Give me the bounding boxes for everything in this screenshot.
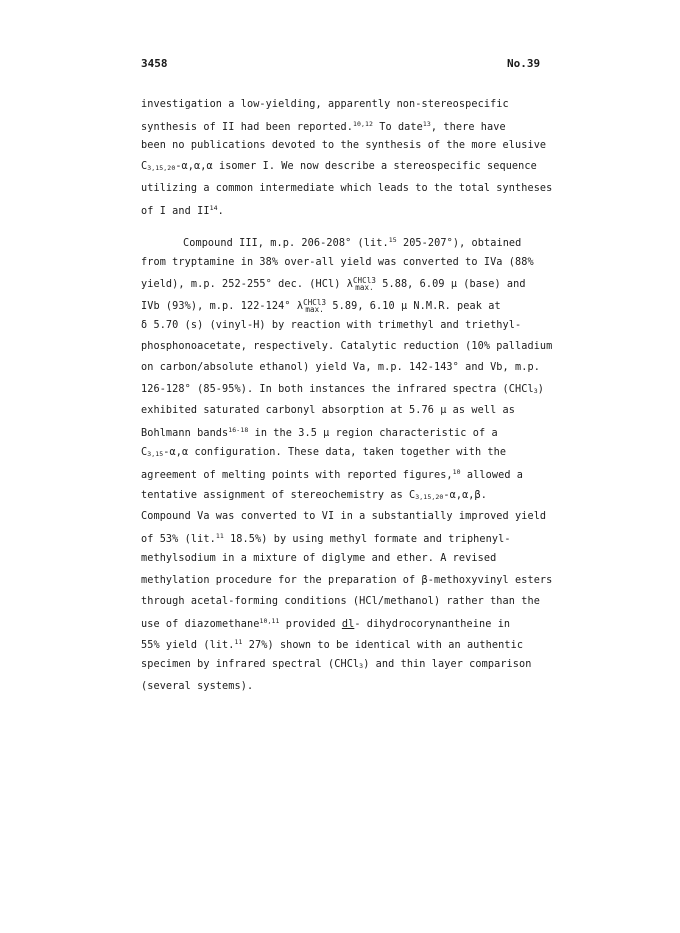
- citation-superscript: 15: [388, 236, 397, 244]
- citation-superscript: 16-18: [228, 426, 249, 434]
- text-line: use of diazomethane$^{10,11}$ provided dl- dihydrocorynantheine in: [141, 617, 511, 630]
- citation-superscript: 14: [209, 204, 218, 212]
- text-line: utilizing a common intermediate which leads to the total syntheses: [141, 183, 553, 194]
- subscript: 3: [359, 662, 364, 670]
- text-line: from tryptamine in 38% over-all yield was converted to IVa (88%: [141, 257, 534, 268]
- citation-superscript: 13: [422, 120, 431, 128]
- citation-superscript: 11: [215, 532, 224, 540]
- text-line: on carbon/absolute ethanol) yield Va, m.p. 142-143° and Vb, m.p.: [141, 362, 540, 373]
- text-line: methylsodium in a mixture of diglyme and ether. A revised: [141, 553, 497, 564]
- text-line: through acetal-forming conditions (HCl/methanol) rather than the: [141, 596, 540, 607]
- text-line: exhibited saturated carbonyl absorption at 5.76 μ as well as: [141, 405, 516, 416]
- text-line: investigation a low-yielding, apparently non-stereospecific: [141, 99, 509, 110]
- text-line: phosphonoacetate, respectively. Catalytic reduction (10% palladium: [141, 341, 553, 352]
- text-line: methylation procedure for the preparation of β-methoxyvinyl esters: [141, 575, 553, 586]
- subscript: 3,15,20: [147, 164, 176, 172]
- text-line: Bohlmann bands$^{16-18}$ in the 3.5 μ region characteristic of a: [141, 426, 498, 439]
- page-number: 3458: [141, 57, 168, 70]
- text-line: (several systems).: [141, 681, 254, 692]
- text-line: of 53% (lit.$^{11}$ 18.5%) by using methyl formate and triphenyl-: [141, 532, 511, 545]
- text-line: $C_{3,15}-\alpha,\alpha$ configuration. These data, taken together with the: [141, 447, 507, 458]
- subscript: 3: [533, 387, 538, 395]
- citation-superscript: 10,12: [352, 120, 374, 128]
- text-line: 126-128° (85-95%). In both instances the infrared spectra (CHCl$_3$): [141, 384, 544, 395]
- text-line: been no publications devoted to the synthesis of the more elusive: [141, 140, 547, 151]
- text-line: IVb (93%), m.p. 122-124° λ CHCl3 max. 5.89, 6.10 μ N.M.R. peak at: [141, 298, 501, 314]
- underlined-prefix: dl: [341, 619, 355, 630]
- text-line: 55% yield (lit.$^{11}$ 27%) shown to be identical with an authentic: [141, 638, 524, 651]
- citation-superscript: 10,11: [259, 617, 280, 625]
- text-line: agreement of melting points with reported figures,$^{10}$ allowed a: [141, 468, 524, 481]
- lambda-max-label: [353, 277, 376, 291]
- citation-superscript: 11: [234, 638, 243, 646]
- text-line: Compound III, m.p. 206-208° (lit.$^{15}$ 205-207°), obtained: [183, 236, 522, 249]
- text-line: synthesis of II had been reported.$^{10,12}$ To date$^{13}$, there have: [141, 120, 506, 133]
- lambda-max: max.: [355, 283, 374, 292]
- text-line: of I and II$^{14}$.: [141, 204, 224, 217]
- text-line: $C_{3,15,20}-\alpha,\alpha,\alpha$ isomer I. We now describe a stereospecific sequence: [141, 161, 537, 172]
- text-line: specimen by infrared spectral (CHCl$_3$) and thin layer comparison: [141, 659, 532, 670]
- lambda-solvent: CHCl3: [303, 298, 327, 307]
- journal-number: No.39: [507, 57, 541, 70]
- lambda-max: max.: [305, 305, 324, 314]
- text-line: δ 5.70 (s) (vinyl-H) by reaction with trimethyl and triethyl-: [141, 320, 522, 331]
- lambda-solvent: CHCl3: [352, 276, 377, 285]
- text-line: tentative assignment of stereochemistry as $C_{3,15,20}-\alpha,\alpha,\beta$.: [141, 490, 488, 501]
- citation-superscript: 10: [452, 468, 461, 476]
- lambda-max-label: [303, 299, 326, 313]
- text-line: yield), m.p. 252-255° dec. (HCl) λ CHCl3 max. 5.88, 6.09 μ (base) and: [141, 276, 526, 292]
- text-line: Compound Va was converted to VI in a substantially improved yield: [141, 511, 547, 522]
- subscript: 3,15,20: [415, 493, 444, 501]
- subscript: 3,15: [147, 450, 164, 458]
